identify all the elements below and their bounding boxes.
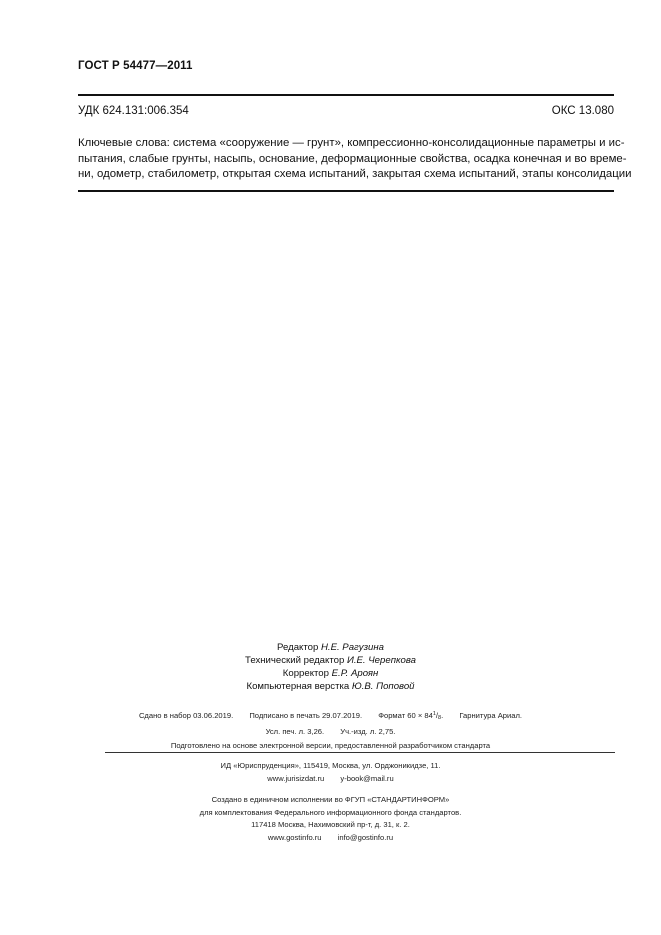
imprint-dates-row bbox=[0, 707, 661, 725]
gostinfo-email-link[interactable]: info@gostinfo.ru bbox=[337, 832, 394, 842]
imprint-divider bbox=[105, 752, 615, 753]
keywords-line: Ключевые слова: система «сооружение — грунт», компрессионно-консолидационные параметры и ис- bbox=[78, 137, 625, 149]
publisher-block bbox=[0, 760, 661, 844]
publisher-email-link[interactable]: y-book@mail.ru bbox=[340, 773, 394, 783]
corrector-label: Корректор bbox=[282, 668, 329, 679]
fund-note: для комплектования Федерального информационного фонда стандартов. bbox=[199, 807, 462, 817]
standard-code: ГОСТ Р 54477—2011 bbox=[78, 60, 193, 72]
publisher-contacts bbox=[0, 773, 661, 786]
keywords-line: ни, одометр, стабилометр, открытая схема испытаний, закрытая схема испытаний, этапы консолидации bbox=[78, 168, 632, 180]
tech-editor-name: И.Е. Черепкова bbox=[346, 655, 416, 666]
format-info: Формат $60 \times 84^1/8$. bbox=[378, 711, 444, 721]
top-divider bbox=[78, 94, 614, 96]
print-sheets: Усл. печ. л. 3,26. bbox=[265, 727, 325, 736]
publisher-site-link[interactable]: www.jurisizdat.ru bbox=[267, 773, 325, 783]
layout-row bbox=[0, 680, 661, 693]
imprint-block bbox=[0, 707, 661, 753]
layout-name: Ю.В. Поповой bbox=[351, 681, 415, 692]
corrector-row bbox=[0, 667, 661, 680]
signed-date: Подписано в печать 29.07.2019. bbox=[249, 711, 363, 720]
created-note: Создано в единичном исполнении во ФГУП «СТАНДАРТИНФОРМ» bbox=[211, 795, 450, 804]
tech-editor-label: Технический редактор bbox=[245, 655, 345, 666]
pub-sheets: Уч.-изд. л. 2,75. bbox=[340, 727, 396, 736]
submitted-date: Сдано в набор 03.06.2019. bbox=[138, 711, 234, 720]
layout-label: Компьютерная верстка bbox=[246, 681, 350, 692]
prepared-note: Подготовлено на основе электронной версии, предоставленной разработчиком стандарта bbox=[170, 741, 491, 750]
editor-row bbox=[0, 641, 661, 654]
keywords-line: пытания, слабые грунты, насыпь, основание, деформационные свойства, осадка конечная и во време- bbox=[78, 152, 627, 165]
editor-name: Н.Е. Рагузина bbox=[320, 642, 384, 653]
editor-label: Редактор bbox=[277, 642, 319, 653]
standartinform-address: 117418 Москва, Нахимовский пр-т, д. 31, к. 2. bbox=[251, 820, 410, 829]
oks-code: ОКС 13.080 bbox=[551, 105, 614, 117]
udk-code: УДК 624.131:006.354 bbox=[78, 105, 189, 117]
gostinfo-site-link[interactable]: www.gostinfo.ru bbox=[267, 832, 322, 842]
imprint-sheets-row bbox=[0, 725, 661, 739]
standartinform-contacts bbox=[0, 832, 661, 845]
keywords-paragraph bbox=[78, 136, 632, 183]
credits-block bbox=[0, 641, 661, 693]
publisher-address: ИД «Юриспруденция», 115419, Москва, ул. Орджоникидзе, 11. bbox=[220, 761, 441, 770]
corrector-name: Е.Р. Ароян bbox=[331, 668, 379, 679]
font-info: Гарнитура Ариал. bbox=[459, 711, 523, 720]
bottom-divider bbox=[78, 190, 614, 192]
tech-editor-row bbox=[0, 654, 661, 667]
